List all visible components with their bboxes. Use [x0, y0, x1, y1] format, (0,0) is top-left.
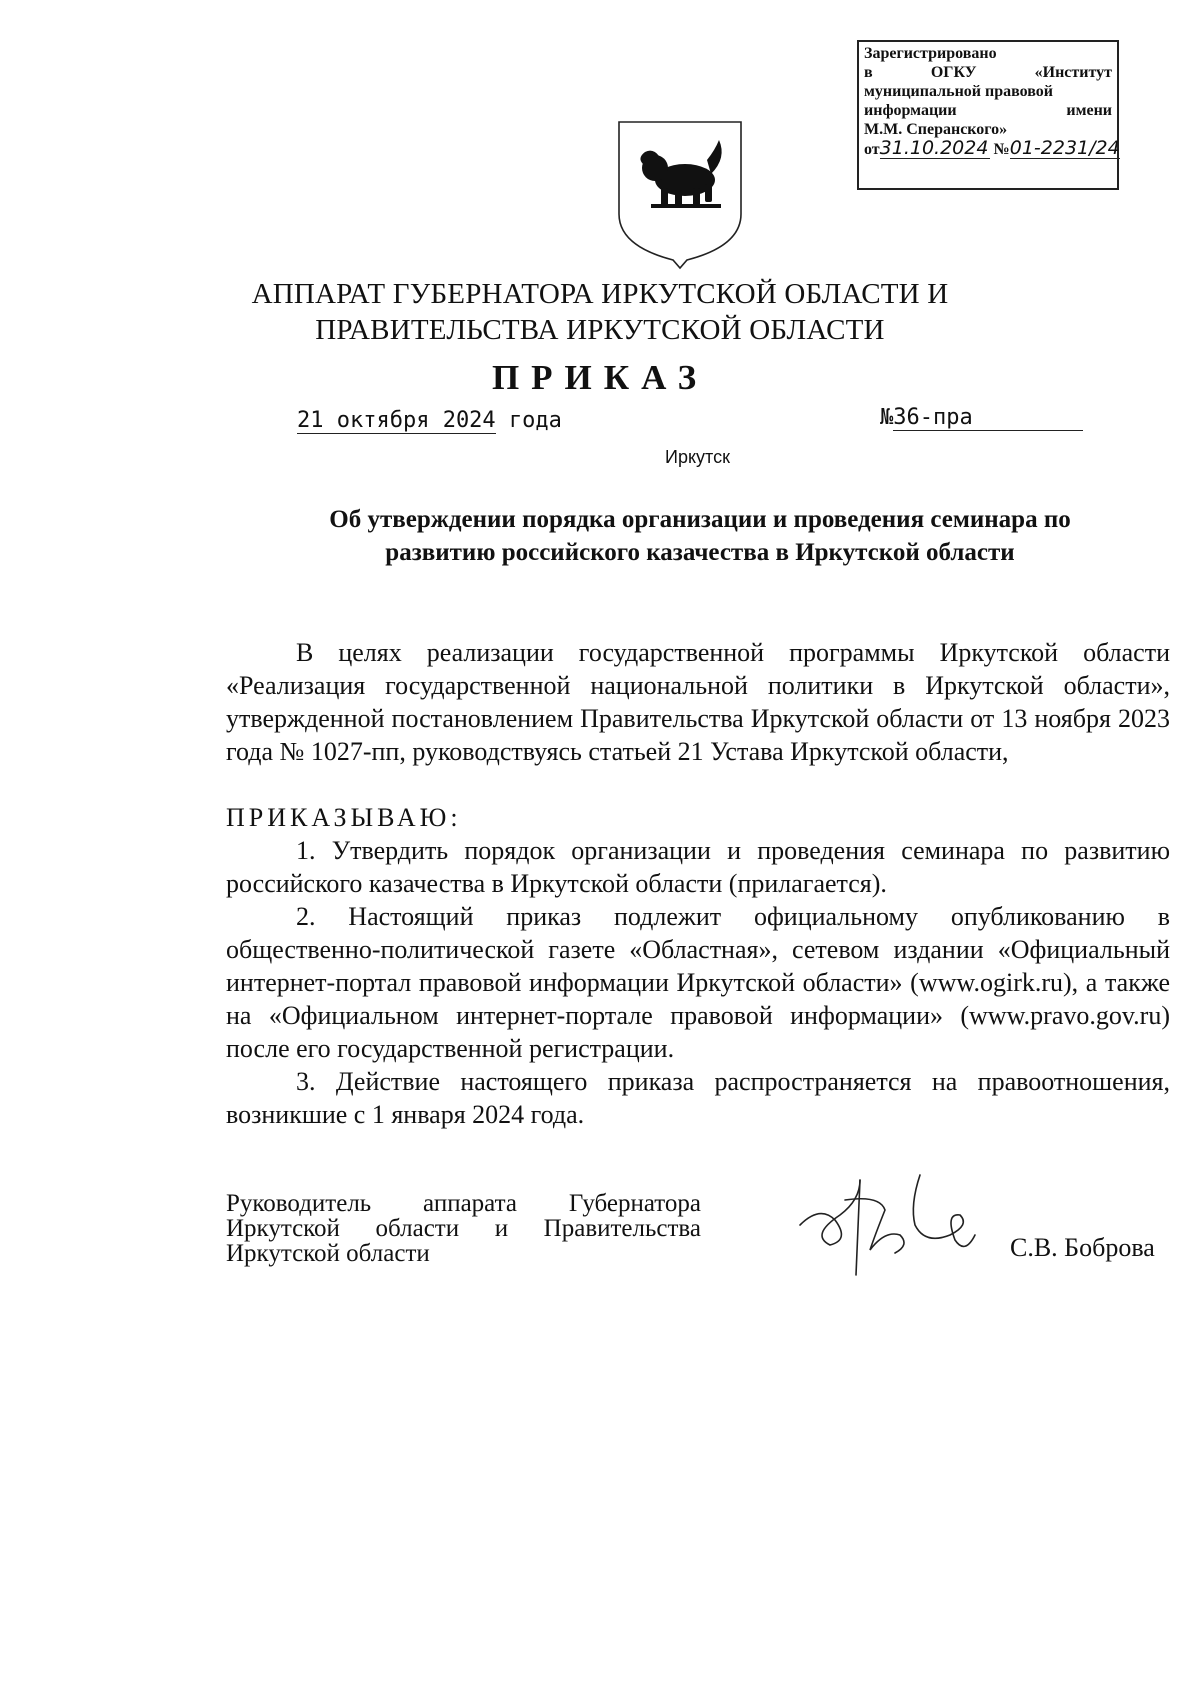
order-item-1: 1. Утвердить порядок организации и проведения семинара по развитию российского казачества в Иркутской области (прилагается).	[226, 836, 1170, 898]
order-item-3: 3. Действие настоящего приказа распространяется на правоотношения, возникшие с 1 января 2024 года.	[226, 1067, 1170, 1129]
signatory-position	[226, 1191, 701, 1266]
stamp-line-5: М.М. Сперанского»	[864, 121, 1008, 138]
stamp-line-2-a: в	[864, 64, 873, 81]
document-date	[297, 408, 562, 433]
issuer-header	[0, 276, 1200, 348]
stamp-line-2-c: «Институт	[1034, 64, 1112, 81]
document-number-value: 36-пра	[893, 405, 1083, 431]
signatory-name: С.В. Боброва	[1010, 1233, 1155, 1262]
stamp-line-1: Зарегистрировано	[864, 45, 997, 62]
coat-of-arms-babr-icon	[615, 118, 745, 270]
issuer-header-line-2: ПРАВИТЕЛЬСТВА ИРКУТСКОЙ ОБЛАСТИ	[315, 314, 885, 346]
registration-stamp	[857, 40, 1119, 190]
document-type-title: ПРИКАЗ	[491, 358, 709, 397]
signatory-position-line-3: Иркутской области	[226, 1240, 430, 1267]
stamp-registration-row	[864, 137, 1120, 159]
stamp-line-2	[864, 63, 1112, 82]
stamp-line-4-b: имени	[1066, 102, 1112, 119]
stamp-date-value: 31.10.2024	[879, 137, 989, 159]
document-date-suffix: года	[508, 408, 562, 433]
document-city: Иркутск	[665, 447, 730, 467]
stamp-line-3: муниципальной правовой	[864, 83, 1054, 100]
preamble-paragraph: В целях реализации государственной программы Иркутской области «Реализация государственной национальной политики в Иркутской области», утвержденной постановлением Правительства Иркутской области от 13 ноября 2023 года № 1027-пп, руководствуясь статьей 21 Устава Иркутской области,	[226, 638, 1170, 766]
stamp-no-label: №	[993, 141, 1010, 158]
document-number	[880, 405, 1083, 431]
document-subject	[240, 503, 1160, 569]
signatory-position-line-2: Иркутской области и Правительства	[226, 1215, 701, 1242]
handwritten-signature-icon	[790, 1165, 980, 1285]
signatory-position-line-1: Руководитель аппарата Губернатора	[226, 1190, 701, 1217]
order-items	[226, 834, 1170, 1131]
stamp-line-4-a: информации	[864, 102, 957, 119]
document-date-value: 21 октября 2024	[297, 408, 496, 433]
document-subject-line-2: развитию российского казачества в Иркутской области	[385, 539, 1015, 566]
order-item-2: 2. Настоящий приказ подлежит официальному опубликованию в общественно-политической газете «Областная», сетевом издании «Официальный интернет-портал правовой информации Иркутской области» (www.ogirk.ru), а также на «Официальном интернет-портале правовой информации» (www.pravo.gov.ru) после его государственной регистрации.	[226, 902, 1170, 1063]
stamp-from-label: от	[864, 141, 880, 158]
document-subject-line-1: Об утверждении порядка организации и проведения семинара по	[329, 506, 1071, 533]
document-number-label: №	[880, 405, 894, 430]
order-word: ПРИКАЗЫВАЮ:	[226, 803, 462, 832]
issuer-header-line-1: АППАРАТ ГУБЕРНАТОРА ИРКУТСКОЙ ОБЛАСТИ И	[251, 278, 949, 310]
stamp-line-2-b: ОГКУ	[930, 64, 977, 81]
stamp-line-4	[864, 101, 1112, 120]
stamp-number-value: 01-2231/24	[1009, 137, 1120, 159]
